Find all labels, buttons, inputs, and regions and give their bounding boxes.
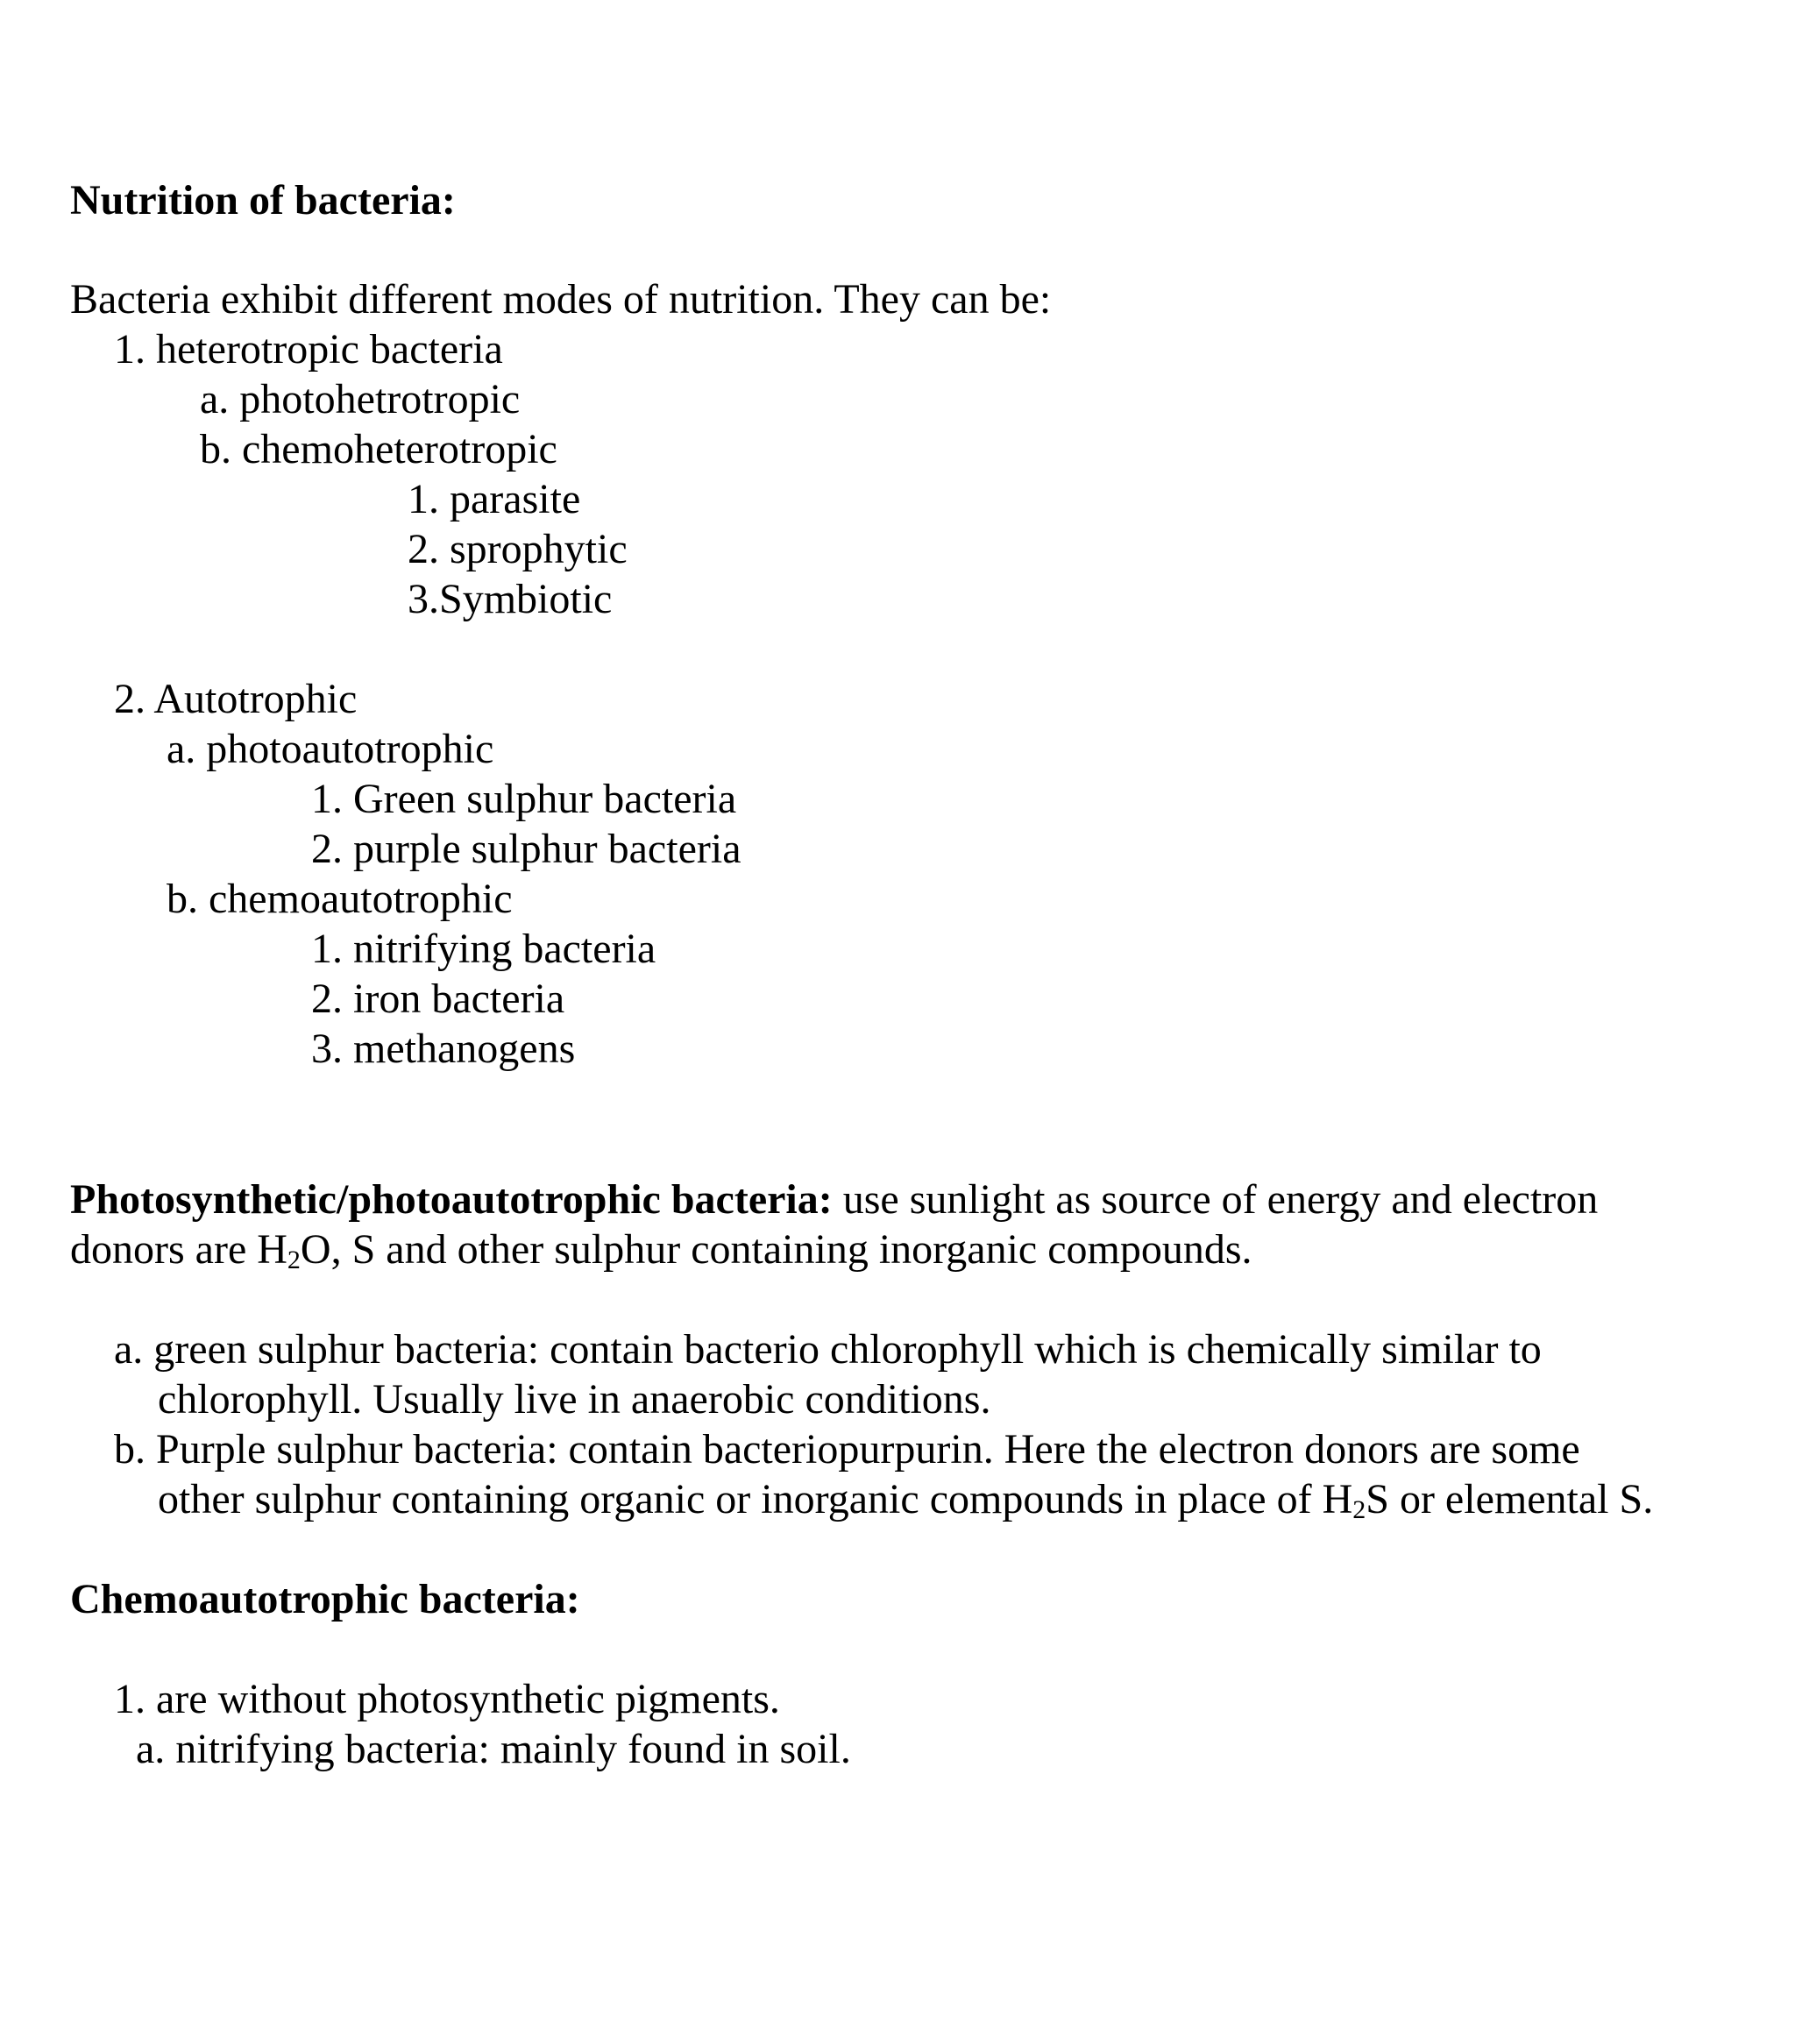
- purple-sulphur-subscript: 2: [1352, 1495, 1366, 1524]
- purple-sulphur-line2: [158, 1474, 1653, 1525]
- outline-chemoautotrophic: b. chemoautotrophic: [167, 876, 513, 922]
- outline-sprophytic: 2. sprophytic: [408, 526, 628, 572]
- photosynthetic-term: Photosynthetic/photoautotrophic bacteria:: [70, 1176, 833, 1223]
- green-sulphur-line2: chlorophyll. Usually live in anaerobic conditions.: [158, 1376, 991, 1423]
- chemo-item-1: 1. are without photosynthetic pigments.: [114, 1676, 780, 1722]
- outline-nitrifying: 1. nitrifying bacteria: [311, 926, 656, 972]
- chemo-item-a: a. nitrifying bacteria: mainly found in soil.: [136, 1726, 851, 1772]
- outline-heterotropic: 1. heterotropic bacteria: [114, 326, 503, 373]
- photosynthetic-def-line1: use sunlight as source of energy and electron: [842, 1176, 1599, 1223]
- green-sulphur-line1: a. green sulphur bacteria: contain bacterio chlorophyll which is chemically similar to: [114, 1326, 1542, 1373]
- photosynthetic-paragraph-line1: [70, 1175, 1598, 1225]
- heading-nutrition: Nutrition of bacteria:: [70, 177, 456, 224]
- intro-text: Bacteria exhibit different modes of nutrition. They can be:: [70, 276, 1052, 323]
- purple-sulphur-line1: b. Purple sulphur bacteria: contain bacteriopurpurin. Here the electron donors are some: [114, 1426, 1580, 1473]
- outline-autotrophic: 2. Autotrophic: [114, 676, 358, 722]
- outline-methanogens: 3. methanogens: [311, 1026, 576, 1072]
- photosynthetic-def-line2-pre: donors are H: [70, 1226, 287, 1273]
- outline-purple-sulphur: 2. purple sulphur bacteria: [311, 826, 741, 872]
- outline-iron: 2. iron bacteria: [311, 976, 565, 1022]
- photosynthetic-def-line2-post: O, S and other sulphur containing inorganic compounds.: [300, 1226, 1252, 1273]
- photosynthetic-paragraph-line2: [70, 1224, 1252, 1275]
- photosynthetic-subscript: 2: [287, 1246, 301, 1274]
- outline-chemoheterotropic: b. chemoheterotropic: [200, 426, 557, 472]
- purple-sulphur-line2-post: S or elemental S.: [1366, 1476, 1654, 1522]
- outline-green-sulphur: 1. Green sulphur bacteria: [311, 776, 737, 822]
- outline-photohetrotropic: a. photohetrotropic: [200, 376, 521, 422]
- purple-sulphur-line2-pre: other sulphur containing organic or inorganic compounds in place of H: [158, 1476, 1353, 1522]
- outline-symbiotic: 3.Symbiotic: [408, 576, 613, 622]
- heading-chemoautotrophic: Chemoautotrophic bacteria:: [70, 1576, 580, 1622]
- outline-parasite: 1. parasite: [408, 476, 581, 522]
- outline-photoautotrophic: a. photoautotrophic: [167, 726, 494, 772]
